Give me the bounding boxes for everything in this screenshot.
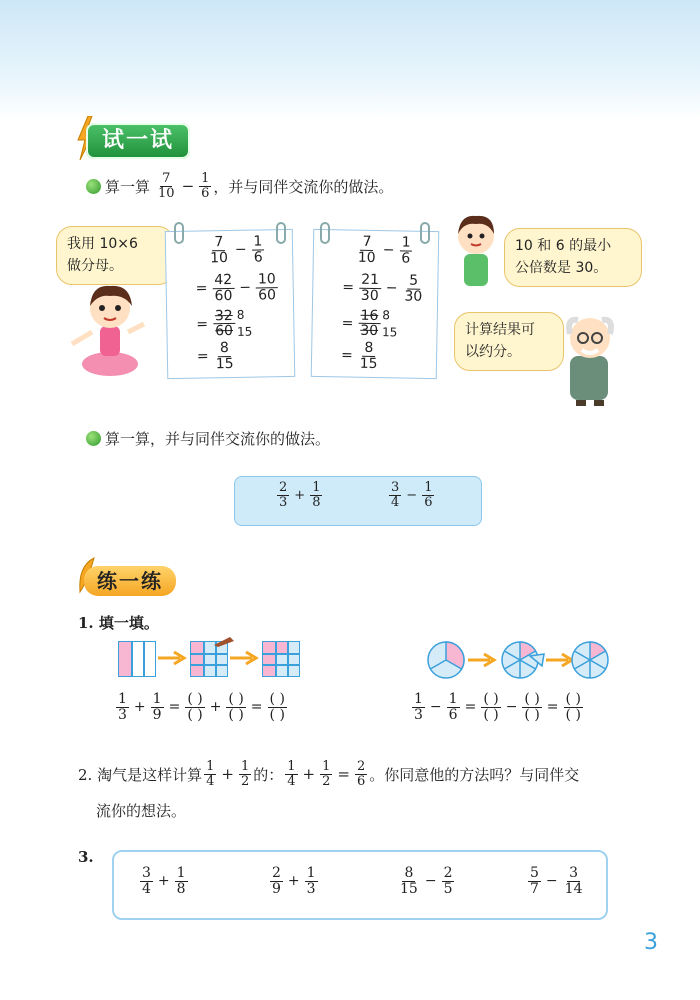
section-title-practice: 练一练 <box>84 566 176 596</box>
denominator: 8 <box>312 494 321 510</box>
denominator: 6 <box>253 249 263 266</box>
numerator: 32 <box>213 309 235 325</box>
expression <box>526 866 586 896</box>
work-line <box>338 340 382 371</box>
numerator: 10 <box>256 272 278 288</box>
denominator: 60 <box>258 286 277 304</box>
operator: + <box>133 699 146 716</box>
green-bullet-icon <box>86 179 101 194</box>
expression <box>275 481 324 509</box>
square-grid-result <box>262 641 300 677</box>
arrow-right-icon <box>158 650 188 666</box>
denominator: 8 <box>176 880 186 897</box>
expression <box>396 866 456 896</box>
equals-sign: = <box>168 699 181 716</box>
bubble-text: 以约分。 <box>465 344 521 361</box>
numerator: 7 <box>162 171 171 186</box>
numerator: 5 <box>530 865 539 881</box>
blank-numerator[interactable]: ( ) <box>187 691 203 707</box>
denominator: 6 <box>356 773 366 789</box>
denominator: 3 <box>279 494 288 510</box>
equals-sign: = <box>250 699 263 716</box>
expression <box>387 481 436 509</box>
denominator: 60 <box>215 323 234 340</box>
note-card-right <box>311 229 440 379</box>
numerator: 1 <box>206 759 215 774</box>
blank-fraction[interactable] <box>226 692 245 722</box>
question-text: 算一算，并与同伴交流你的做法。 <box>105 430 331 448</box>
denominator: 9 <box>152 706 162 723</box>
question-compute-2 <box>86 428 330 449</box>
numerator: 3 <box>391 480 400 495</box>
blank-numerator[interactable]: ( ) <box>524 691 540 707</box>
denominator: 3 <box>414 706 423 723</box>
numerator: 21 <box>359 273 381 289</box>
equals-sign: = <box>342 279 355 296</box>
operator: + <box>294 487 306 503</box>
blank-denominator[interactable]: ( ) <box>187 706 203 723</box>
numerator: 2 <box>443 865 453 881</box>
operator: − <box>234 241 247 259</box>
cancel-denominator: 15 <box>236 324 253 339</box>
exercise-box <box>234 476 482 526</box>
denominator: 14 <box>564 880 583 897</box>
denominator: 5 <box>443 880 453 897</box>
equation-right <box>410 692 585 722</box>
blank-numerator[interactable]: ( ) <box>269 691 285 707</box>
denominator: 4 <box>391 494 400 510</box>
numerator: 1 <box>176 865 186 881</box>
note-card-left <box>165 229 296 379</box>
work-line <box>354 235 415 266</box>
operator: + <box>287 873 300 890</box>
operator: + <box>157 873 170 890</box>
header-band <box>0 0 700 120</box>
numerator: 1 <box>240 759 250 774</box>
blank-fraction[interactable] <box>564 692 583 722</box>
denominator: 10 <box>158 185 175 201</box>
blank-numerator[interactable]: ( ) <box>483 691 499 707</box>
speech-bubble-boy <box>504 228 642 287</box>
arrow-right-icon <box>468 652 498 668</box>
fraction <box>156 172 177 200</box>
numerator: 1 <box>201 171 210 186</box>
bubble-text: 10 和 6 的最小 <box>515 238 612 254</box>
teacher-illustration <box>556 308 626 408</box>
paperclip-icon <box>172 222 186 244</box>
circle-thirds <box>426 640 466 680</box>
numerator: 1 <box>118 691 127 707</box>
exercise-3-label: 3. <box>78 848 94 866</box>
numerator: 7 <box>212 235 225 251</box>
exercise-2-line2: 流你的想法。 <box>96 802 187 820</box>
denominator: 15 <box>215 355 234 372</box>
numerator: 2 <box>272 865 281 881</box>
fraction <box>199 172 211 200</box>
numerator: 1 <box>287 759 296 774</box>
denominator: 4 <box>287 773 296 789</box>
numerator: 8 <box>218 341 231 357</box>
blank-denominator[interactable]: ( ) <box>228 706 244 723</box>
numerator: 1 <box>251 234 264 250</box>
denominator: 2 <box>240 773 250 789</box>
exercise-2-suffix: 。你同意他的方法吗？与同伴交 <box>369 765 580 784</box>
blank-numerator[interactable]: ( ) <box>228 691 244 707</box>
denominator: 10 <box>357 249 376 266</box>
page-number: 3 <box>644 930 658 955</box>
speech-bubble-girl <box>56 226 174 285</box>
equals-sign: = <box>196 316 209 333</box>
work-line <box>338 306 397 341</box>
operator: + <box>209 699 222 716</box>
denominator: 15 <box>400 880 418 897</box>
denominator: 6 <box>448 706 458 723</box>
speech-bubble-teacher <box>454 312 564 371</box>
blank-denominator[interactable]: ( ) <box>524 706 540 723</box>
denominator: 6 <box>424 494 433 510</box>
numerator: 8 <box>404 865 414 881</box>
denominator: 2 <box>322 773 331 789</box>
green-bullet-icon <box>86 431 101 446</box>
work-line <box>192 272 280 304</box>
numerator: 1 <box>414 691 423 707</box>
equals-sign: = <box>195 280 208 297</box>
question-prefix: 算一算 <box>105 177 151 196</box>
square-grid-thirds <box>118 641 156 677</box>
operator: − <box>181 177 195 196</box>
numerator: 3 <box>142 865 151 881</box>
bubble-text: 我用 10×6 <box>67 236 138 252</box>
numerator: 2 <box>279 480 288 495</box>
exercise-3-box <box>112 850 608 920</box>
denominator: 4 <box>206 773 215 789</box>
denominator: 9 <box>272 880 281 897</box>
operator: − <box>505 699 518 716</box>
equals-sign: = <box>196 348 209 365</box>
numerator: 2 <box>356 759 366 774</box>
circle-sixths-result <box>570 640 610 680</box>
expression <box>138 866 190 896</box>
equals-sign: = <box>464 699 477 716</box>
numerator: 1 <box>152 691 162 707</box>
question-suffix: ，并与同伴交流你的做法。 <box>213 177 394 196</box>
operator: − <box>424 873 437 890</box>
bubble-text: 公倍数是 30。 <box>515 260 608 277</box>
equals-sign: = <box>340 347 353 364</box>
numerator: 3 <box>569 865 579 881</box>
operator: − <box>406 487 418 503</box>
circle-sixths-cut <box>500 640 546 680</box>
exercise-1-label: 1. 填一填。 <box>78 614 159 632</box>
operator: + <box>221 765 234 784</box>
girl-illustration <box>62 276 152 376</box>
blank-fraction[interactable] <box>185 692 204 722</box>
boy-illustration <box>448 210 504 300</box>
cancel-numerator: 8 <box>236 307 245 322</box>
operator: + <box>302 765 316 784</box>
exercise-2-prefix: 2. 淘气是这样计算 <box>78 765 203 784</box>
equals-sign: = <box>341 315 354 332</box>
bubble-text: 计算结果可 <box>465 322 535 338</box>
exercise-2-mid: 的： <box>253 765 284 784</box>
denominator: 30 <box>360 287 379 304</box>
numerator: 1 <box>306 865 316 881</box>
section-title-try: 试一试 <box>86 123 190 159</box>
arrow-right-icon <box>230 650 260 666</box>
cancel-numerator: 8 <box>382 308 391 323</box>
cancel-denominator: 15 <box>381 324 398 340</box>
work-line <box>206 234 267 265</box>
numerator: 1 <box>399 235 412 251</box>
equals-sign: = <box>337 765 350 784</box>
expression <box>268 866 320 896</box>
denominator: 6 <box>401 250 411 267</box>
blank-denominator[interactable]: ( ) <box>269 706 285 723</box>
denominator: 30 <box>360 323 379 340</box>
denominator: 30 <box>404 288 423 305</box>
numerator: 5 <box>407 274 420 290</box>
work-line <box>193 307 252 342</box>
operator: − <box>545 873 558 890</box>
exercise-2 <box>78 760 579 788</box>
numerator: 7 <box>360 235 373 251</box>
bubble-text: 做分母。 <box>67 258 123 275</box>
denominator: 15 <box>359 355 378 372</box>
blank-denominator[interactable]: ( ) <box>483 706 499 723</box>
operator: − <box>385 280 398 297</box>
denominator: 3 <box>118 706 127 723</box>
paperclip-icon <box>318 222 332 244</box>
blank-numerator[interactable]: ( ) <box>565 691 581 707</box>
numerator: 42 <box>212 273 234 289</box>
numerator: 16 <box>358 308 380 324</box>
operator: − <box>239 279 252 297</box>
work-line <box>194 341 238 372</box>
question-compute-1 <box>86 172 393 200</box>
blank-denominator[interactable]: ( ) <box>565 706 581 723</box>
pencil-icon <box>212 633 236 649</box>
denominator: 60 <box>214 287 233 304</box>
blank-fraction[interactable] <box>522 692 541 722</box>
paperclip-icon <box>418 222 432 244</box>
numerator: 1 <box>448 691 458 707</box>
equals-sign: = <box>546 699 559 716</box>
paperclip-icon <box>274 222 288 244</box>
numerator: 1 <box>424 480 433 495</box>
denominator: 10 <box>210 249 229 267</box>
blank-fraction[interactable] <box>481 692 500 722</box>
denominator: 4 <box>142 880 151 897</box>
numerator: 8 <box>362 341 375 357</box>
blank-fraction[interactable] <box>268 692 287 722</box>
numerator: 1 <box>322 759 331 774</box>
numerator: 1 <box>312 480 321 495</box>
work-line <box>339 272 427 304</box>
denominator: 3 <box>306 880 316 897</box>
operator: − <box>382 242 395 259</box>
operator: − <box>429 699 442 716</box>
denominator: 7 <box>530 880 539 897</box>
denominator: 6 <box>201 185 210 201</box>
equation-left <box>114 692 289 722</box>
